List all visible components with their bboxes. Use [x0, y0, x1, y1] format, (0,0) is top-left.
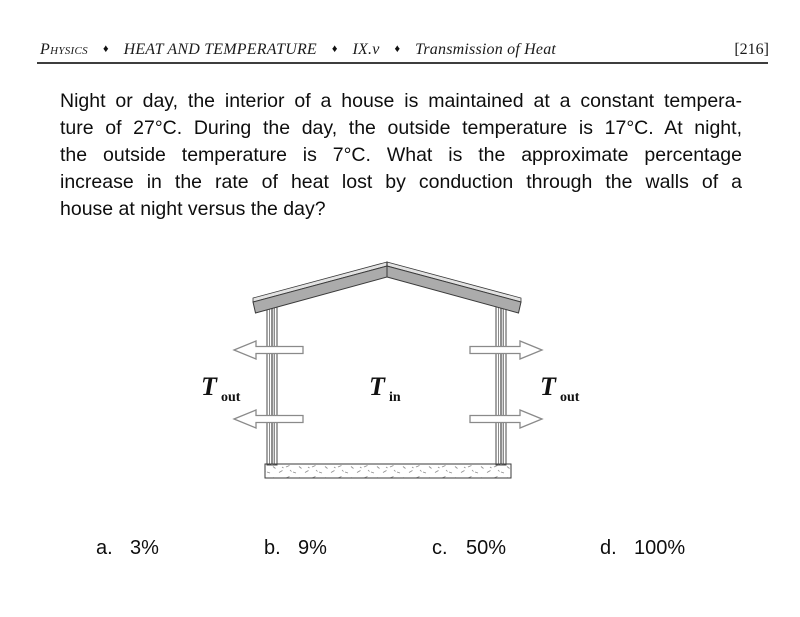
t-out-right-symbol: T: [540, 372, 556, 401]
floor-slab: [265, 464, 511, 478]
diamond-icon: ♦: [331, 43, 338, 55]
answer-value: 9%: [298, 537, 327, 559]
question-line: increase in the rate of heat lost by conduction through the walls of a: [60, 171, 742, 193]
header-breadcrumb: [40, 41, 556, 59]
diamond-icon: ♦: [102, 43, 109, 55]
diamond-icon: ♦: [394, 43, 401, 55]
section-number: IX.v: [352, 41, 380, 58]
page-number: [216]: [734, 41, 769, 58]
t-out-right-subscript: out: [560, 390, 580, 405]
answer-value: 3%: [130, 537, 159, 559]
roof: [253, 262, 521, 314]
t-out-left-symbol: T: [201, 372, 217, 401]
left-wall: [267, 303, 277, 465]
header-rule: [37, 62, 768, 64]
answer-option-a: [96, 537, 159, 560]
question-line: Night or day, the interior of a house is maintained at a constant tempera-: [60, 90, 742, 112]
page-header: [40, 41, 769, 59]
answer-letter: c.: [432, 537, 448, 559]
answer-letter: a.: [96, 537, 113, 559]
answer-letter: d.: [600, 537, 617, 559]
right-wall: [496, 303, 506, 465]
answer-value: 100%: [634, 537, 686, 559]
t-in-subscript: in: [389, 390, 401, 405]
answer-value: 50%: [466, 537, 507, 559]
course-title: Physics: [40, 41, 88, 58]
house-diagram: [180, 255, 620, 510]
question-line: house at night versus the day?: [60, 198, 326, 220]
answer-option-c: [432, 537, 506, 560]
unit-title: HEAT AND TEMPERATURE: [123, 41, 317, 58]
t-out-left-subscript: out: [221, 390, 241, 405]
question-line: ture of 27°C. During the day, the outside temperature is 17°C. At night,: [60, 117, 742, 139]
question-text: [60, 88, 742, 223]
temperature-labels: [201, 372, 580, 405]
t-in-symbol: T: [369, 372, 385, 401]
question-line: the outside temperature is 7°C. What is the approximate percentage: [60, 144, 742, 166]
answer-option-d: [600, 537, 685, 560]
answer-option-b: [264, 537, 327, 560]
answer-letter: b.: [264, 537, 281, 559]
topic-title: Transmission of Heat: [415, 41, 557, 58]
